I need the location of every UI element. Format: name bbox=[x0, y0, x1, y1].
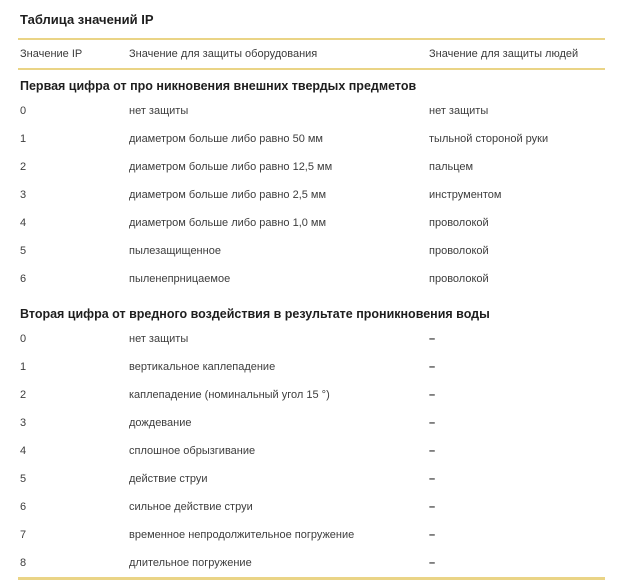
equipment-protection-value: диаметром больше либо равно 1,0 мм bbox=[129, 217, 327, 229]
equipment-protection-value: длительное погружение bbox=[129, 557, 252, 569]
ip-value: 6 bbox=[20, 501, 27, 513]
equipment-protection-value: временное непродолжительное погружение bbox=[129, 529, 355, 541]
ip-value: 5 bbox=[20, 473, 27, 485]
table-header-row bbox=[18, 40, 605, 68]
people-protection-value: нет защиты bbox=[429, 105, 489, 117]
ip-value: 3 bbox=[20, 189, 27, 201]
equipment-protection-value: нет защиты bbox=[129, 105, 189, 117]
ip-value: 4 bbox=[20, 217, 27, 229]
ip-value: 4 bbox=[20, 445, 27, 457]
equipment-protection-value: сплошное обрызгивание bbox=[129, 445, 256, 457]
table-row bbox=[18, 325, 605, 353]
people-protection-value: – bbox=[429, 417, 436, 429]
equipment-protection-value: пыленепрницаемое bbox=[129, 273, 231, 285]
equipment-protection-value: нет защиты bbox=[129, 333, 189, 345]
ip-value: 1 bbox=[20, 133, 27, 145]
equipment-protection-value: диаметром больше либо равно 50 мм bbox=[129, 133, 323, 145]
ip-value: 5 bbox=[20, 245, 27, 257]
people-protection-value: проволокой bbox=[429, 245, 489, 257]
column-header-equipment: Значение для защиты оборудования bbox=[129, 48, 318, 60]
table-row bbox=[18, 409, 605, 437]
people-protection-value: проволокой bbox=[429, 273, 489, 285]
table-row bbox=[18, 97, 605, 125]
ip-value: 8 bbox=[20, 557, 27, 569]
table-row bbox=[18, 209, 605, 237]
header-bottom-divider bbox=[18, 68, 605, 70]
table-row bbox=[18, 237, 605, 265]
section-first-digit-rows bbox=[18, 97, 605, 293]
equipment-protection-value: действие струи bbox=[129, 473, 208, 485]
people-protection-value: – bbox=[429, 445, 436, 457]
equipment-protection-value: вертикальное каплепадение bbox=[129, 361, 276, 373]
people-protection-value: – bbox=[429, 557, 436, 569]
section-title-second-digit: Вторая цифра от вредного воздействия в результате проникновения воды bbox=[20, 307, 490, 321]
column-header-people: Значение для защиты людей bbox=[429, 48, 579, 60]
people-protection-value: проволокой bbox=[429, 217, 489, 229]
people-protection-value: – bbox=[429, 333, 436, 345]
table-row bbox=[18, 181, 605, 209]
ip-value: 2 bbox=[20, 161, 27, 173]
equipment-protection-value: каплепадение (номинальный угол 15 °) bbox=[129, 389, 330, 401]
ip-value: 3 bbox=[20, 417, 27, 429]
column-header-ip: Значение IP bbox=[20, 48, 83, 60]
ip-value: 2 bbox=[20, 389, 27, 401]
ip-value: 7 bbox=[20, 529, 27, 541]
table-row bbox=[18, 465, 605, 493]
section-title-first-digit: Первая цифра от про никновения внешних твердых предметов bbox=[20, 79, 417, 93]
page-title: Таблица значений IP bbox=[20, 12, 154, 27]
people-protection-value: инструментом bbox=[429, 189, 502, 201]
table-row bbox=[18, 549, 605, 577]
table-row bbox=[18, 125, 605, 153]
equipment-protection-value: дождевание bbox=[129, 417, 192, 429]
equipment-protection-value: пылезащищенное bbox=[129, 245, 221, 257]
people-protection-value: – bbox=[429, 473, 436, 485]
equipment-protection-value: сильное действие струи bbox=[129, 501, 253, 513]
table-row bbox=[18, 493, 605, 521]
ip-value: 6 bbox=[20, 273, 27, 285]
section-second-digit-rows bbox=[18, 325, 605, 577]
people-protection-value: – bbox=[429, 361, 436, 373]
bottom-margin bbox=[18, 580, 605, 587]
table-row bbox=[18, 353, 605, 381]
ip-value: 0 bbox=[20, 333, 27, 345]
table-row bbox=[18, 521, 605, 549]
equipment-protection-value: диаметром больше либо равно 12,5 мм bbox=[129, 161, 333, 173]
people-protection-value: – bbox=[429, 389, 436, 401]
ip-values-table bbox=[18, 0, 605, 587]
table-row bbox=[18, 265, 605, 293]
people-protection-value: пальцем bbox=[429, 161, 474, 173]
table-row bbox=[18, 437, 605, 465]
people-protection-value: – bbox=[429, 501, 436, 513]
ip-value: 1 bbox=[20, 361, 27, 373]
people-protection-value: – bbox=[429, 529, 436, 541]
equipment-protection-value: диаметром больше либо равно 2,5 мм bbox=[129, 189, 327, 201]
people-protection-value: тыльной стороной руки bbox=[429, 133, 549, 145]
table-row bbox=[18, 153, 605, 181]
ip-value: 0 bbox=[20, 105, 27, 117]
table-row bbox=[18, 381, 605, 409]
